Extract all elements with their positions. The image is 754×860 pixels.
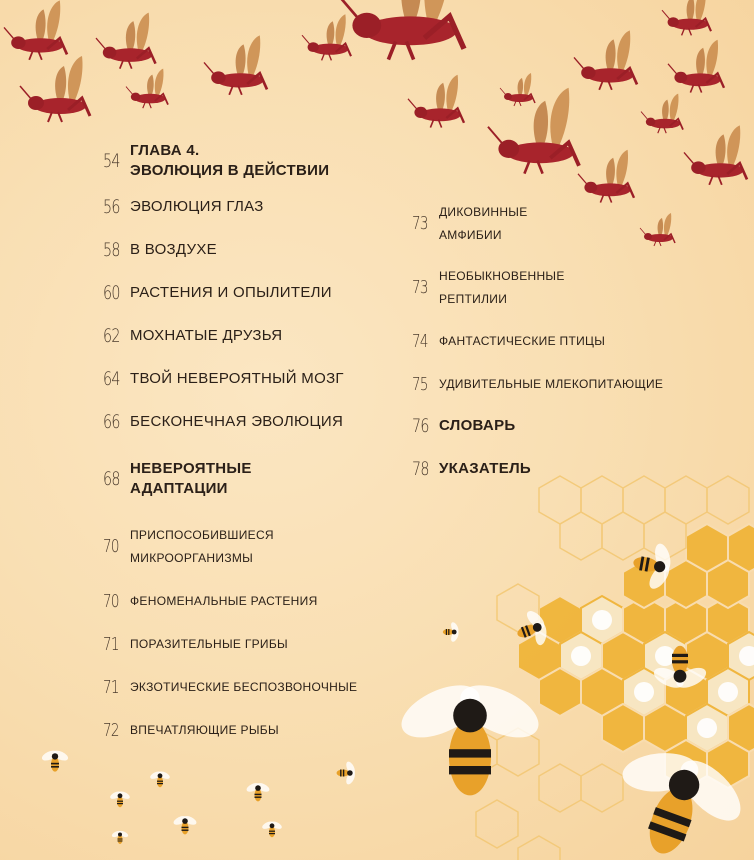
- toc-entry[interactable]: [103, 411, 343, 433]
- page-number: 73: [412, 213, 428, 235]
- page-number: 54: [103, 150, 120, 173]
- page-number: 74: [412, 330, 428, 352]
- page-number: 73: [412, 277, 428, 299]
- toc-entry[interactable]: [412, 265, 565, 311]
- entry-title: БЕСКОНЕЧНАЯ ЭВОЛЮЦИЯ: [130, 412, 344, 430]
- toc-entry[interactable]: [103, 196, 264, 218]
- entry-title: ФЕНОМЕНАЛЬНЫЕ РАСТЕНИЯ: [130, 594, 318, 608]
- page-number: 70: [103, 590, 119, 612]
- page-number: 70: [103, 536, 119, 558]
- page-number: 72: [103, 719, 119, 741]
- toc-entry[interactable]: [412, 330, 605, 353]
- page-number: 58: [103, 239, 120, 261]
- entry-title: ВПЕЧАТЛЯЮЩИЕ РЫБЫ: [130, 723, 279, 737]
- entry-title: СЛОВАРЬ: [439, 416, 516, 434]
- entry-title: ТВОЙ НЕВЕРОЯТНЫЙ МОЗГ: [130, 369, 344, 387]
- entry-title: ПОРАЗИТЕЛЬНЫЕ ГРИБЫ: [130, 637, 288, 651]
- toc-entry-section[interactable]: [103, 459, 252, 500]
- toc-entry[interactable]: [103, 719, 279, 742]
- page-number: 62: [103, 325, 120, 347]
- toc-entry-index[interactable]: [412, 458, 531, 480]
- toc-entry-glossary[interactable]: [412, 415, 515, 437]
- page-number: 66: [103, 411, 120, 433]
- entry-title: ЭКЗОТИЧЕСКИЕ БЕСПОЗВОНОЧНЫЕ: [130, 680, 358, 694]
- entry-title: МОХНАТЫЕ ДРУЗЬЯ: [130, 326, 283, 344]
- toc-entry[interactable]: [412, 373, 663, 396]
- toc-entry[interactable]: [103, 633, 288, 656]
- entry-title: УДИВИТЕЛЬНЫЕ МЛЕКОПИТАЮЩИЕ: [439, 377, 664, 391]
- page-number: 75: [412, 373, 428, 395]
- page-number: 56: [103, 196, 120, 218]
- toc-entry[interactable]: [412, 201, 528, 247]
- page-number: 71: [103, 676, 119, 698]
- entry-title: РАСТЕНИЯ И ОПЫЛИТЕЛИ: [130, 283, 332, 301]
- entry-title: НЕОБЫКНОВЕННЫЕ РЕПТИЛИИ: [439, 269, 565, 306]
- toc-entry[interactable]: [103, 325, 282, 347]
- entry-title: УКАЗАТЕЛЬ: [439, 459, 531, 477]
- toc-entry[interactable]: [103, 524, 274, 570]
- toc-entry-chapter-4[interactable]: [103, 141, 329, 182]
- entry-title: ПРИСПОСОБИВШИЕСЯ МИКРООРГАНИЗМЫ: [130, 528, 274, 565]
- page-number: 76: [412, 415, 429, 437]
- toc-entry[interactable]: [103, 368, 344, 390]
- entry-title: ГЛАВА 4. ЭВОЛЮЦИЯ В ДЕЙСТВИИ: [130, 142, 330, 180]
- toc-entry[interactable]: [103, 590, 318, 613]
- page-number: 71: [103, 633, 119, 655]
- entry-title: ЭВОЛЮЦИЯ ГЛАЗ: [130, 197, 264, 215]
- page-number: 60: [103, 282, 120, 304]
- page-number: 78: [412, 458, 429, 480]
- toc-entry[interactable]: [103, 239, 217, 261]
- page-number: 64: [103, 368, 120, 390]
- entry-title: НЕВЕРОЯТНЫЕ АДАПТАЦИИ: [130, 460, 252, 498]
- toc-entry[interactable]: [103, 676, 357, 699]
- entry-title: В ВОЗДУХЕ: [130, 240, 217, 258]
- page-number: 68: [103, 468, 120, 491]
- entry-title: ФАНТАСТИЧЕСКИЕ ПТИЦЫ: [439, 334, 606, 348]
- entry-title: ДИКОВИННЫЕ АМФИБИИ: [439, 205, 528, 242]
- toc-entry[interactable]: [103, 282, 332, 304]
